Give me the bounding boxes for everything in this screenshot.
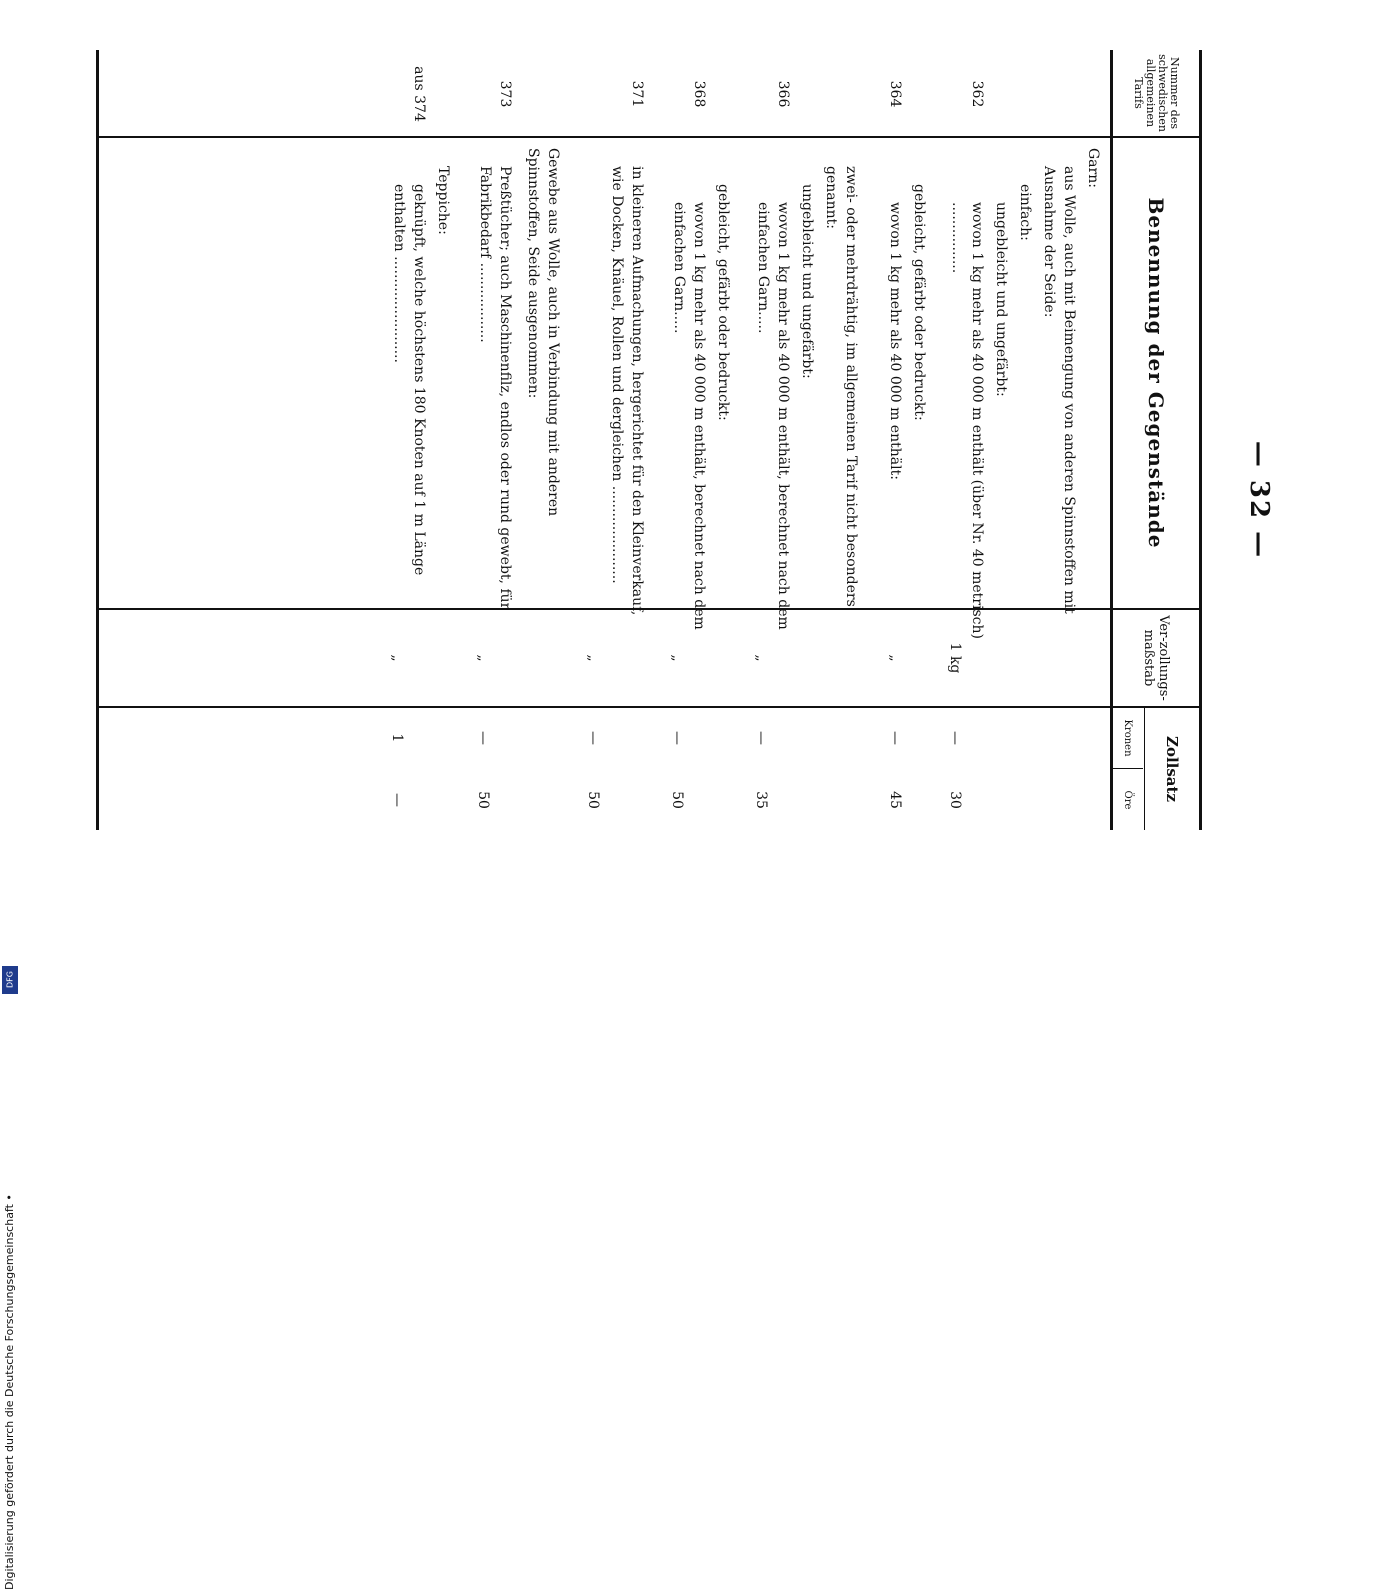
row-desc: wovon 1 kg mehr als 40 000 m enthält, berechnet nach dem einfachen Garn..... (755, 202, 791, 630)
digitization-credit: Digitalisierung gefördert durch die Deutsche Forschungsgemeinschaft • (3, 1194, 16, 1590)
row-number: 371 (629, 80, 645, 108)
header-duty: Zollsatz (1144, 708, 1199, 830)
row-ore: 35 (753, 791, 769, 809)
page-number: — 32 — (1244, 440, 1274, 560)
row-desc: in kleineren Aufmachungen, hergerichtet für den Kleinverkauf, wie Docken, Knäuel, Rollen und dergleichen ...................... (609, 166, 645, 616)
row-ore: 30 (947, 791, 963, 809)
row-desc: ungebleicht und ungefärbt: (799, 184, 815, 379)
header-unit: Ver-zollungs-maßstab (1141, 615, 1171, 701)
row-desc: Garn: (1085, 148, 1101, 188)
row-ore: 50 (669, 791, 685, 809)
row-ore: 50 (585, 791, 601, 809)
row-unit: „ (887, 654, 903, 662)
header-ore: Öre (1122, 790, 1134, 810)
tariff-table (96, 50, 1202, 830)
header-description: Benennung der Gegenstände (1144, 197, 1168, 549)
row-kronen: — (475, 731, 491, 745)
row-desc: gebleicht, gefärbt oder bedruckt: (911, 184, 927, 421)
digitization-sidebar (0, 600, 22, 1590)
row-kronen: — (585, 731, 601, 745)
row-kronen: — (947, 731, 963, 745)
row-desc: einfach: (1017, 184, 1033, 241)
header-number: Nummer des schwedischen allgemeinen Tarifs (1132, 54, 1181, 132)
row-unit: „ (669, 654, 685, 662)
row-kronen: — (669, 731, 685, 745)
table-header (1110, 50, 1199, 830)
row-desc: Teppiche: (435, 166, 451, 235)
row-unit: „ (753, 654, 769, 662)
row-ore: 50 (475, 791, 491, 809)
row-number: 373 (497, 80, 513, 108)
header-kronen: Kronen (1113, 708, 1143, 769)
rotated-page (102, 10, 1282, 990)
row-unit: „ (389, 654, 405, 662)
dfg-logo-icon: DFG (2, 966, 18, 994)
row-kronen: 1 (389, 733, 405, 743)
row-kronen: — (753, 731, 769, 745)
row-desc: ungebleicht und ungefärbt: (993, 202, 1009, 397)
row-ore: 45 (887, 791, 903, 809)
row-unit: „ (585, 654, 601, 662)
row-desc: wovon 1 kg mehr als 40 000 m enthält: (887, 202, 903, 480)
row-unit: „ (475, 654, 491, 662)
row-desc: zwei- oder mehrdrähtig, im allgemeinen Tarif nicht besonders genannt: (823, 166, 859, 607)
row-number: aus 374 (411, 66, 427, 122)
row-ore: — (389, 793, 405, 807)
row-kronen: — (887, 731, 903, 745)
row-desc: wovon 1 kg mehr als 40 000 m enthält, berechnet nach dem einfachen Garn..... (671, 202, 707, 630)
row-desc: gebleicht, gefärbt oder bedruckt: (715, 184, 731, 421)
row-desc: Gewebe aus Wolle, auch in Verbindung mit anderen Spinnstoffen, Seide ausgenommen: (525, 148, 561, 517)
row-unit: 1 kg (947, 642, 963, 674)
row-number: 366 (775, 80, 791, 108)
row-number: 364 (887, 80, 903, 108)
row-number: 368 (691, 80, 707, 108)
row-desc: geknüpft, welche höchstens 180 Knoten auf 1 m Länge enthalten ........................ (391, 184, 427, 576)
row-desc: aus Wolle, auch mit Beimengung von anderen Spinnstoffen mit Ausnahme der Seide: (1041, 166, 1077, 614)
row-desc: wovon 1 kg mehr als 40 000 m enthält (über Nr. 40 metrisch) ................ (949, 202, 985, 639)
row-desc: Preßtücher; auch Maschinenfilz, endlos oder rund gewebt, für Fabrikbedarf .................. (477, 166, 513, 610)
row-number: 362 (969, 80, 985, 108)
